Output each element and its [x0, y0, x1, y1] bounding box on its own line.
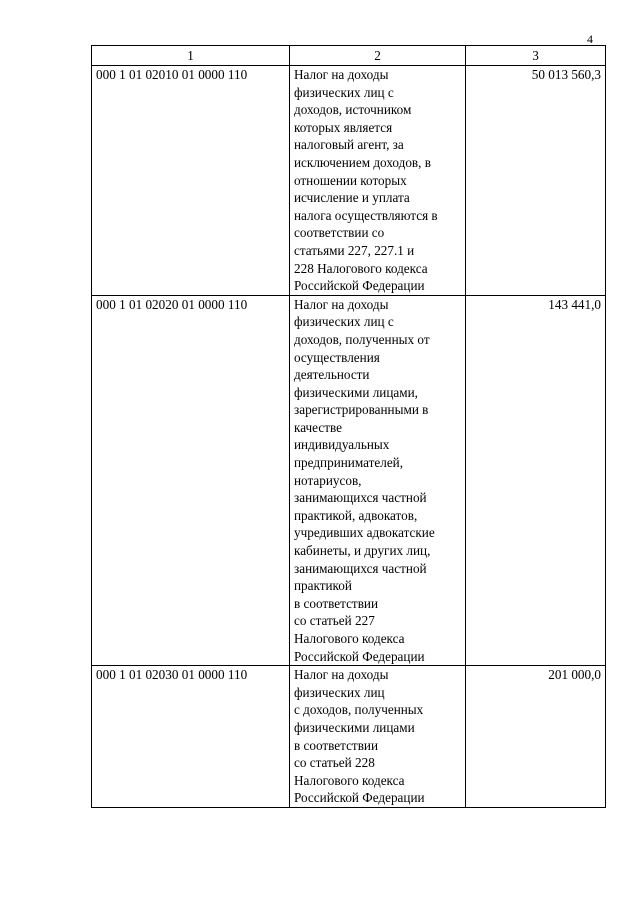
- income-name-line: налога осуществляются в: [294, 207, 438, 223]
- amount-cell: 201 000,0: [466, 666, 606, 808]
- table-row: [92, 66, 606, 296]
- income-name-line: Российской Федерации: [294, 278, 425, 294]
- income-name-line: отношении которых: [294, 172, 407, 188]
- income-name-line: зарегистрированными в: [294, 402, 429, 418]
- income-name-line: Налог на доходы: [294, 667, 389, 683]
- income-name-line: индивидуальных: [294, 437, 390, 453]
- income-name-line: Российской Федерации: [294, 648, 425, 664]
- income-name-line: нотариусов,: [294, 472, 362, 488]
- page-number: 4: [587, 32, 593, 46]
- income-name-line: физическими лицами,: [294, 384, 418, 400]
- income-name-line: 228 Налогового кодекса: [294, 260, 428, 276]
- income-name-line: которых является: [294, 119, 393, 135]
- income-name-cell: [290, 295, 466, 665]
- header-col-1: 1: [92, 46, 290, 66]
- income-name-line: осуществления: [294, 349, 380, 365]
- budget-income-table: [91, 45, 606, 808]
- income-name-line: практикой: [294, 578, 352, 594]
- income-name-line: с доходов, полученных: [294, 702, 424, 718]
- income-name-line: Налог на доходы: [294, 67, 389, 82]
- income-name-cell: [290, 666, 466, 808]
- header-row: [92, 46, 606, 66]
- income-name-line: со статьей 228: [294, 755, 375, 771]
- income-name-line: деятельности: [294, 367, 370, 383]
- income-name-line: физических лиц с: [294, 84, 394, 100]
- income-name-line: Налогового кодекса: [294, 772, 405, 788]
- income-code-cell: 000 1 01 02020 01 0000 110: [92, 295, 290, 665]
- income-name-line: учредивших адвокатские: [294, 525, 435, 541]
- income-name-line: статьями 227, 227.1 и: [294, 242, 415, 258]
- income-name-line: в соответствии: [294, 737, 379, 753]
- income-name-line: налоговый агент, за: [294, 137, 404, 153]
- income-name-line: практикой, адвокатов,: [294, 507, 418, 523]
- income-name-line: в соответствии: [294, 595, 379, 611]
- income-code-cell: 000 1 01 02030 01 0000 110: [92, 666, 290, 808]
- income-name-cell: [290, 66, 466, 296]
- amount-cell: 143 441,0: [466, 295, 606, 665]
- income-name-line: доходов, источником: [294, 102, 412, 118]
- income-name-line: предпринимателей,: [294, 455, 404, 471]
- income-name-line: качестве: [294, 419, 342, 435]
- income-name-line: Налогового кодекса: [294, 631, 405, 646]
- income-name-line: соответствии со: [294, 225, 385, 241]
- income-name-line: исключением доходов, в: [294, 154, 431, 170]
- header-col-3: 3: [466, 46, 606, 66]
- income-name-line: со статьей 227: [294, 613, 375, 629]
- income-name-line: доходов, полученных от: [294, 331, 430, 347]
- income-name-line: исчисление и уплата: [294, 190, 410, 206]
- table-body: [92, 66, 606, 808]
- income-name-line: физическими лицами: [294, 719, 415, 735]
- table-header: [92, 46, 606, 66]
- income-name-line: Российской Федерации: [294, 790, 425, 806]
- income-name-line: Налог на доходы: [294, 296, 389, 312]
- amount-cell: 50 013 560,3: [466, 66, 606, 296]
- income-name-line: занимающихся частной: [294, 560, 427, 576]
- income-name-line: физических лиц: [294, 684, 385, 700]
- header-col-2: 2: [290, 46, 466, 66]
- income-name-line: занимающихся частной: [294, 490, 427, 506]
- income-name-line: физических лиц с: [294, 314, 394, 330]
- income-code-cell: 000 1 01 02010 01 0000 110: [92, 66, 290, 296]
- table-row: [92, 666, 606, 808]
- income-name-line: кабинеты, и других лиц,: [294, 543, 431, 559]
- table-row: [92, 295, 606, 665]
